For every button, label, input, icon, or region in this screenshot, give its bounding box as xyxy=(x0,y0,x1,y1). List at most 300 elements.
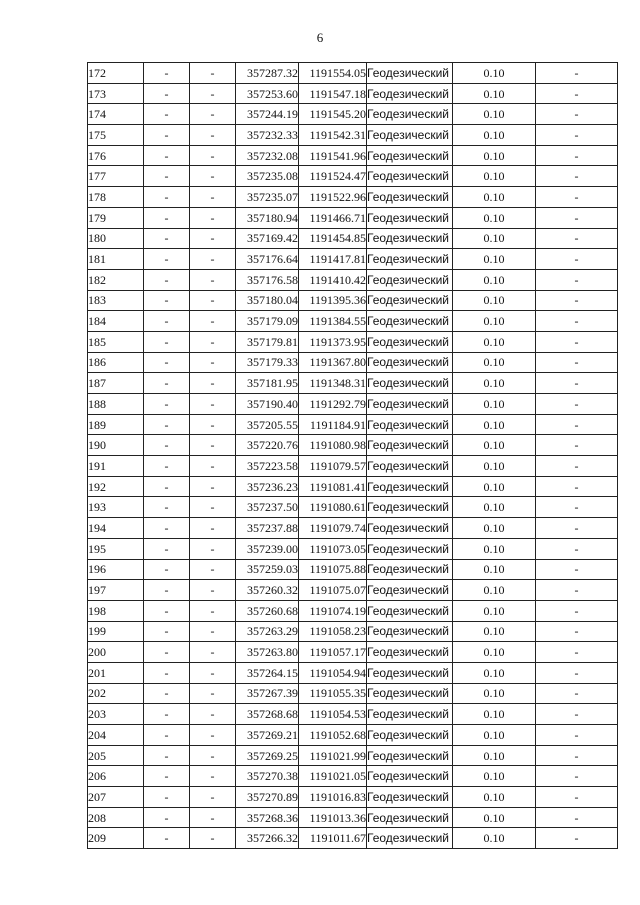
y-coordinate-cell: 1191080.98 xyxy=(299,435,367,456)
x-coordinate-cell: 357264.15 xyxy=(236,662,299,683)
y-coordinate-cell: 1191554.05 xyxy=(299,63,367,84)
empty-dash-cell: - xyxy=(144,104,190,125)
empty-dash-cell: - xyxy=(144,63,190,84)
empty-dash-cell: - xyxy=(190,166,236,187)
point-number-cell: 206 xyxy=(88,766,144,787)
empty-dash-cell: - xyxy=(190,787,236,808)
table-row xyxy=(88,476,618,497)
x-coordinate-cell: 357179.09 xyxy=(236,311,299,332)
y-coordinate-cell: 1191348.31 xyxy=(299,373,367,394)
method-cell: Геодезический xyxy=(367,228,453,249)
method-cell: Геодезический xyxy=(367,145,453,166)
precision-cell: 0.10 xyxy=(453,394,536,415)
y-coordinate-cell: 1191057.17 xyxy=(299,642,367,663)
x-coordinate-cell: 357259.03 xyxy=(236,559,299,580)
precision-cell: 0.10 xyxy=(453,311,536,332)
y-coordinate-cell: 1191545.20 xyxy=(299,104,367,125)
note-cell: - xyxy=(536,414,618,435)
method-cell: Геодезический xyxy=(367,600,453,621)
empty-dash-cell: - xyxy=(144,621,190,642)
empty-dash-cell: - xyxy=(190,456,236,477)
empty-dash-cell: - xyxy=(190,104,236,125)
x-coordinate-cell: 357179.33 xyxy=(236,352,299,373)
precision-cell: 0.10 xyxy=(453,704,536,725)
y-coordinate-cell: 1191021.05 xyxy=(299,766,367,787)
y-coordinate-cell: 1191073.05 xyxy=(299,538,367,559)
note-cell: - xyxy=(536,435,618,456)
note-cell: - xyxy=(536,228,618,249)
note-cell: - xyxy=(536,745,618,766)
point-number-cell: 190 xyxy=(88,435,144,456)
point-number-cell: 174 xyxy=(88,104,144,125)
x-coordinate-cell: 357244.19 xyxy=(236,104,299,125)
precision-cell: 0.10 xyxy=(453,207,536,228)
point-number-cell: 201 xyxy=(88,662,144,683)
table-row xyxy=(88,745,618,766)
y-coordinate-cell: 1191021.99 xyxy=(299,745,367,766)
empty-dash-cell: - xyxy=(144,497,190,518)
precision-cell: 0.10 xyxy=(453,414,536,435)
method-cell: Геодезический xyxy=(367,559,453,580)
y-coordinate-cell: 1191542.31 xyxy=(299,125,367,146)
y-coordinate-cell: 1191522.96 xyxy=(299,187,367,208)
y-coordinate-cell: 1191079.57 xyxy=(299,456,367,477)
method-cell: Геодезический xyxy=(367,63,453,84)
empty-dash-cell: - xyxy=(144,414,190,435)
table-row xyxy=(88,600,618,621)
point-number-cell: 208 xyxy=(88,807,144,828)
table-row xyxy=(88,373,618,394)
note-cell: - xyxy=(536,166,618,187)
precision-cell: 0.10 xyxy=(453,642,536,663)
table-row xyxy=(88,725,618,746)
table-row xyxy=(88,807,618,828)
method-cell: Геодезический xyxy=(367,352,453,373)
empty-dash-cell: - xyxy=(144,725,190,746)
point-number-cell: 205 xyxy=(88,745,144,766)
empty-dash-cell: - xyxy=(144,456,190,477)
empty-dash-cell: - xyxy=(144,331,190,352)
note-cell: - xyxy=(536,331,618,352)
precision-cell: 0.10 xyxy=(453,435,536,456)
empty-dash-cell: - xyxy=(190,538,236,559)
y-coordinate-cell: 1191054.94 xyxy=(299,662,367,683)
empty-dash-cell: - xyxy=(190,766,236,787)
method-cell: Геодезический xyxy=(367,497,453,518)
table-row xyxy=(88,104,618,125)
method-cell: Геодезический xyxy=(367,207,453,228)
empty-dash-cell: - xyxy=(144,145,190,166)
method-cell: Геодезический xyxy=(367,683,453,704)
precision-cell: 0.10 xyxy=(453,290,536,311)
note-cell: - xyxy=(536,787,618,808)
precision-cell: 0.10 xyxy=(453,104,536,125)
y-coordinate-cell: 1191011.67 xyxy=(299,828,367,849)
y-coordinate-cell: 1191074.19 xyxy=(299,600,367,621)
table-row xyxy=(88,766,618,787)
point-number-cell: 184 xyxy=(88,311,144,332)
empty-dash-cell: - xyxy=(190,352,236,373)
x-coordinate-cell: 357287.32 xyxy=(236,63,299,84)
y-coordinate-cell: 1191454.85 xyxy=(299,228,367,249)
empty-dash-cell: - xyxy=(144,228,190,249)
empty-dash-cell: - xyxy=(144,290,190,311)
x-coordinate-cell: 357268.68 xyxy=(236,704,299,725)
x-coordinate-cell: 357180.94 xyxy=(236,207,299,228)
table-row xyxy=(88,63,618,84)
table-row xyxy=(88,497,618,518)
empty-dash-cell: - xyxy=(144,538,190,559)
point-number-cell: 187 xyxy=(88,373,144,394)
table-row xyxy=(88,311,618,332)
method-cell: Геодезический xyxy=(367,373,453,394)
y-coordinate-cell: 1191080.61 xyxy=(299,497,367,518)
empty-dash-cell: - xyxy=(190,518,236,539)
table-row xyxy=(88,662,618,683)
empty-dash-cell: - xyxy=(144,83,190,104)
precision-cell: 0.10 xyxy=(453,352,536,373)
point-number-cell: 195 xyxy=(88,538,144,559)
y-coordinate-cell: 1191292.79 xyxy=(299,394,367,415)
method-cell: Геодезический xyxy=(367,518,453,539)
table-row xyxy=(88,787,618,808)
x-coordinate-cell: 357269.21 xyxy=(236,725,299,746)
table-row xyxy=(88,83,618,104)
empty-dash-cell: - xyxy=(190,683,236,704)
x-coordinate-cell: 357232.33 xyxy=(236,125,299,146)
precision-cell: 0.10 xyxy=(453,828,536,849)
table-row xyxy=(88,187,618,208)
x-coordinate-cell: 357176.58 xyxy=(236,269,299,290)
table-row xyxy=(88,559,618,580)
precision-cell: 0.10 xyxy=(453,662,536,683)
point-number-cell: 186 xyxy=(88,352,144,373)
y-coordinate-cell: 1191410.42 xyxy=(299,269,367,290)
empty-dash-cell: - xyxy=(190,414,236,435)
note-cell: - xyxy=(536,807,618,828)
y-coordinate-cell: 1191079.74 xyxy=(299,518,367,539)
y-coordinate-cell: 1191547.18 xyxy=(299,83,367,104)
empty-dash-cell: - xyxy=(190,290,236,311)
table-row xyxy=(88,642,618,663)
x-coordinate-cell: 357169.42 xyxy=(236,228,299,249)
empty-dash-cell: - xyxy=(190,704,236,725)
x-coordinate-cell: 357239.00 xyxy=(236,538,299,559)
point-number-cell: 192 xyxy=(88,476,144,497)
x-coordinate-cell: 357260.32 xyxy=(236,580,299,601)
y-coordinate-cell: 1191373.95 xyxy=(299,331,367,352)
empty-dash-cell: - xyxy=(144,352,190,373)
precision-cell: 0.10 xyxy=(453,83,536,104)
note-cell: - xyxy=(536,642,618,663)
x-coordinate-cell: 357236.23 xyxy=(236,476,299,497)
precision-cell: 0.10 xyxy=(453,187,536,208)
table-body xyxy=(88,63,618,849)
point-number-cell: 177 xyxy=(88,166,144,187)
x-coordinate-cell: 357270.38 xyxy=(236,766,299,787)
x-coordinate-cell: 357220.76 xyxy=(236,435,299,456)
empty-dash-cell: - xyxy=(190,63,236,84)
table-row xyxy=(88,414,618,435)
empty-dash-cell: - xyxy=(144,745,190,766)
precision-cell: 0.10 xyxy=(453,269,536,290)
table-row xyxy=(88,145,618,166)
y-coordinate-cell: 1191417.81 xyxy=(299,249,367,270)
empty-dash-cell: - xyxy=(190,373,236,394)
x-coordinate-cell: 357232.08 xyxy=(236,145,299,166)
empty-dash-cell: - xyxy=(190,145,236,166)
empty-dash-cell: - xyxy=(144,125,190,146)
note-cell: - xyxy=(536,104,618,125)
method-cell: Геодезический xyxy=(367,828,453,849)
empty-dash-cell: - xyxy=(190,269,236,290)
method-cell: Геодезический xyxy=(367,725,453,746)
y-coordinate-cell: 1191081.41 xyxy=(299,476,367,497)
point-number-cell: 175 xyxy=(88,125,144,146)
x-coordinate-cell: 357180.04 xyxy=(236,290,299,311)
y-coordinate-cell: 1191075.07 xyxy=(299,580,367,601)
empty-dash-cell: - xyxy=(190,497,236,518)
empty-dash-cell: - xyxy=(144,787,190,808)
precision-cell: 0.10 xyxy=(453,166,536,187)
point-number-cell: 182 xyxy=(88,269,144,290)
point-number-cell: 179 xyxy=(88,207,144,228)
empty-dash-cell: - xyxy=(144,662,190,683)
x-coordinate-cell: 357237.88 xyxy=(236,518,299,539)
empty-dash-cell: - xyxy=(144,704,190,725)
note-cell: - xyxy=(536,63,618,84)
method-cell: Геодезический xyxy=(367,642,453,663)
table-row xyxy=(88,249,618,270)
empty-dash-cell: - xyxy=(144,580,190,601)
empty-dash-cell: - xyxy=(190,600,236,621)
empty-dash-cell: - xyxy=(190,807,236,828)
point-number-cell: 180 xyxy=(88,228,144,249)
y-coordinate-cell: 1191384.55 xyxy=(299,311,367,332)
precision-cell: 0.10 xyxy=(453,331,536,352)
table-row xyxy=(88,125,618,146)
y-coordinate-cell: 1191075.88 xyxy=(299,559,367,580)
x-coordinate-cell: 357181.95 xyxy=(236,373,299,394)
x-coordinate-cell: 357269.25 xyxy=(236,745,299,766)
table-row xyxy=(88,269,618,290)
empty-dash-cell: - xyxy=(144,600,190,621)
x-coordinate-cell: 357253.60 xyxy=(236,83,299,104)
empty-dash-cell: - xyxy=(144,518,190,539)
empty-dash-cell: - xyxy=(144,269,190,290)
empty-dash-cell: - xyxy=(190,725,236,746)
y-coordinate-cell: 1191367.80 xyxy=(299,352,367,373)
empty-dash-cell: - xyxy=(190,228,236,249)
page-number: 6 xyxy=(316,30,324,45)
note-cell: - xyxy=(536,476,618,497)
table-row xyxy=(88,828,618,849)
empty-dash-cell: - xyxy=(190,394,236,415)
empty-dash-cell: - xyxy=(144,828,190,849)
precision-cell: 0.10 xyxy=(453,538,536,559)
empty-dash-cell: - xyxy=(190,207,236,228)
table-row xyxy=(88,538,618,559)
y-coordinate-cell: 1191055.35 xyxy=(299,683,367,704)
method-cell: Геодезический xyxy=(367,662,453,683)
x-coordinate-cell: 357268.36 xyxy=(236,807,299,828)
point-number-cell: 172 xyxy=(88,63,144,84)
note-cell: - xyxy=(536,497,618,518)
empty-dash-cell: - xyxy=(190,311,236,332)
note-cell: - xyxy=(536,311,618,332)
empty-dash-cell: - xyxy=(190,249,236,270)
y-coordinate-cell: 1191058.23 xyxy=(299,621,367,642)
empty-dash-cell: - xyxy=(190,621,236,642)
empty-dash-cell: - xyxy=(144,476,190,497)
y-coordinate-cell: 1191524.47 xyxy=(299,166,367,187)
empty-dash-cell: - xyxy=(144,249,190,270)
note-cell: - xyxy=(536,538,618,559)
note-cell: - xyxy=(536,559,618,580)
method-cell: Геодезический xyxy=(367,187,453,208)
empty-dash-cell: - xyxy=(190,476,236,497)
note-cell: - xyxy=(536,580,618,601)
point-number-cell: 199 xyxy=(88,621,144,642)
point-number-cell: 176 xyxy=(88,145,144,166)
note-cell: - xyxy=(536,249,618,270)
precision-cell: 0.10 xyxy=(453,373,536,394)
precision-cell: 0.10 xyxy=(453,559,536,580)
method-cell: Геодезический xyxy=(367,290,453,311)
table-row xyxy=(88,331,618,352)
note-cell: - xyxy=(536,187,618,208)
table-row xyxy=(88,290,618,311)
note-cell: - xyxy=(536,145,618,166)
method-cell: Геодезический xyxy=(367,476,453,497)
empty-dash-cell: - xyxy=(144,642,190,663)
empty-dash-cell: - xyxy=(144,394,190,415)
note-cell: - xyxy=(536,373,618,394)
precision-cell: 0.10 xyxy=(453,725,536,746)
point-number-cell: 203 xyxy=(88,704,144,725)
table-row xyxy=(88,228,618,249)
empty-dash-cell: - xyxy=(190,642,236,663)
method-cell: Геодезический xyxy=(367,394,453,415)
y-coordinate-cell: 1191013.36 xyxy=(299,807,367,828)
y-coordinate-cell: 1191052.68 xyxy=(299,725,367,746)
x-coordinate-cell: 357260.68 xyxy=(236,600,299,621)
method-cell: Геодезический xyxy=(367,435,453,456)
empty-dash-cell: - xyxy=(190,83,236,104)
x-coordinate-cell: 357267.39 xyxy=(236,683,299,704)
table-row xyxy=(88,621,618,642)
point-number-cell: 197 xyxy=(88,580,144,601)
method-cell: Геодезический xyxy=(367,269,453,290)
method-cell: Геодезический xyxy=(367,580,453,601)
x-coordinate-cell: 357266.32 xyxy=(236,828,299,849)
method-cell: Геодезический xyxy=(367,704,453,725)
note-cell: - xyxy=(536,683,618,704)
table-row xyxy=(88,435,618,456)
point-number-cell: 189 xyxy=(88,414,144,435)
note-cell: - xyxy=(536,518,618,539)
point-number-cell: 207 xyxy=(88,787,144,808)
method-cell: Геодезический xyxy=(367,249,453,270)
empty-dash-cell: - xyxy=(144,207,190,228)
method-cell: Геодезический xyxy=(367,766,453,787)
precision-cell: 0.10 xyxy=(453,621,536,642)
note-cell: - xyxy=(536,725,618,746)
precision-cell: 0.10 xyxy=(453,476,536,497)
point-number-cell: 200 xyxy=(88,642,144,663)
precision-cell: 0.10 xyxy=(453,249,536,270)
table-row xyxy=(88,456,618,477)
precision-cell: 0.10 xyxy=(453,787,536,808)
method-cell: Геодезический xyxy=(367,745,453,766)
precision-cell: 0.10 xyxy=(453,745,536,766)
note-cell: - xyxy=(536,662,618,683)
table-row xyxy=(88,352,618,373)
point-number-cell: 193 xyxy=(88,497,144,518)
empty-dash-cell: - xyxy=(190,828,236,849)
method-cell: Геодезический xyxy=(367,538,453,559)
table-row xyxy=(88,704,618,725)
y-coordinate-cell: 1191184.91 xyxy=(299,414,367,435)
table-row xyxy=(88,518,618,539)
table-row xyxy=(88,580,618,601)
note-cell: - xyxy=(536,352,618,373)
empty-dash-cell: - xyxy=(144,559,190,580)
precision-cell: 0.10 xyxy=(453,145,536,166)
empty-dash-cell: - xyxy=(144,435,190,456)
method-cell: Геодезический xyxy=(367,331,453,352)
empty-dash-cell: - xyxy=(190,187,236,208)
method-cell: Геодезический xyxy=(367,83,453,104)
precision-cell: 0.10 xyxy=(453,580,536,601)
point-number-cell: 173 xyxy=(88,83,144,104)
table-row xyxy=(88,394,618,415)
point-number-cell: 202 xyxy=(88,683,144,704)
precision-cell: 0.10 xyxy=(453,766,536,787)
point-number-cell: 204 xyxy=(88,725,144,746)
point-number-cell: 178 xyxy=(88,187,144,208)
note-cell: - xyxy=(536,621,618,642)
x-coordinate-cell: 357179.81 xyxy=(236,331,299,352)
y-coordinate-cell: 1191016.83 xyxy=(299,787,367,808)
point-number-cell: 181 xyxy=(88,249,144,270)
point-number-cell: 191 xyxy=(88,456,144,477)
point-number-cell: 183 xyxy=(88,290,144,311)
method-cell: Геодезический xyxy=(367,414,453,435)
note-cell: - xyxy=(536,207,618,228)
y-coordinate-cell: 1191395.36 xyxy=(299,290,367,311)
empty-dash-cell: - xyxy=(144,187,190,208)
method-cell: Геодезический xyxy=(367,166,453,187)
point-number-cell: 185 xyxy=(88,331,144,352)
method-cell: Геодезический xyxy=(367,621,453,642)
empty-dash-cell: - xyxy=(190,559,236,580)
note-cell: - xyxy=(536,394,618,415)
precision-cell: 0.10 xyxy=(453,125,536,146)
x-coordinate-cell: 357237.50 xyxy=(236,497,299,518)
method-cell: Геодезический xyxy=(367,787,453,808)
point-number-cell: 209 xyxy=(88,828,144,849)
precision-cell: 0.10 xyxy=(453,600,536,621)
point-number-cell: 194 xyxy=(88,518,144,539)
note-cell: - xyxy=(536,125,618,146)
empty-dash-cell: - xyxy=(190,331,236,352)
note-cell: - xyxy=(536,456,618,477)
empty-dash-cell: - xyxy=(144,166,190,187)
precision-cell: 0.10 xyxy=(453,683,536,704)
note-cell: - xyxy=(536,269,618,290)
coordinates-table xyxy=(87,62,618,849)
